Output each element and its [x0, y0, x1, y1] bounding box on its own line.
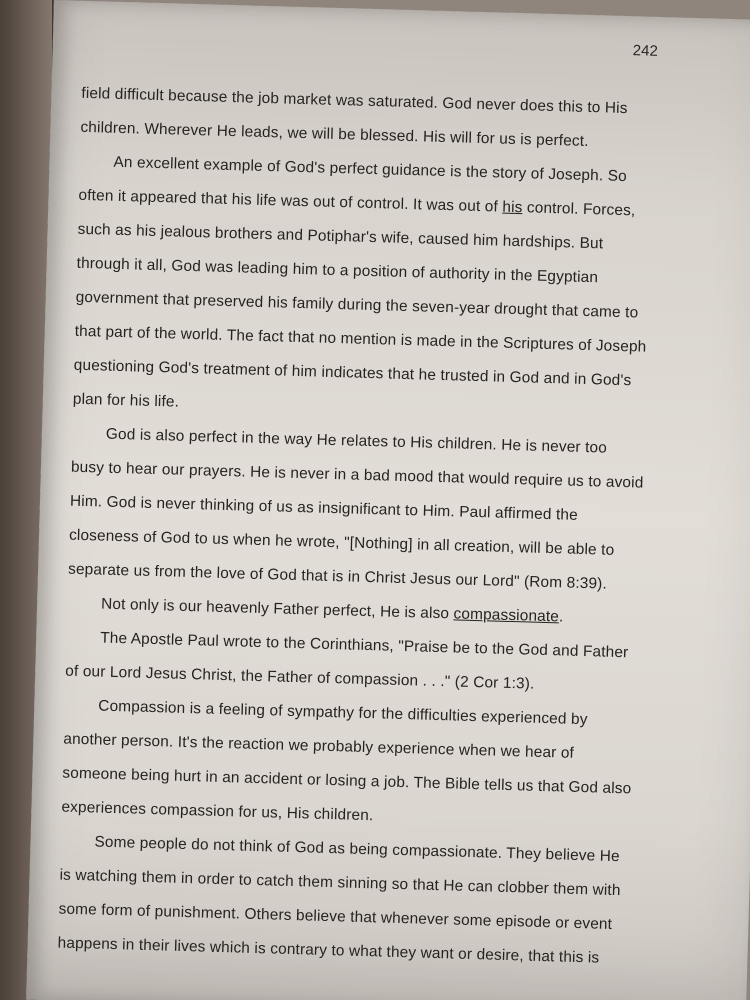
text-line: children. Wherever He leads, we will be blessed. His will for us is perfect. [80, 118, 589, 150]
page-number: 242 [632, 42, 659, 60]
text-line: some form of punishment. Others believe that whenever some episode or event [58, 900, 613, 933]
text-segment: Not only is our heavenly Father perfect, He is also [100, 595, 454, 623]
text-line: government that preserved his family during the seven-year drought that came to [75, 288, 639, 322]
text-segment: . [558, 608, 564, 626]
text-line: questioning God's treatment of him indicates that he trusted in God and in God's [73, 356, 632, 390]
text-line: closeness of God to us when he wrote, "[Nothing] in all creation, will be able to [68, 526, 615, 559]
underlined-word: compassionate [453, 605, 560, 626]
text-line: plan for his life. [72, 390, 180, 411]
text-line: someone being hurt in an accident or losing a job. The Bible tells us that God also [62, 764, 632, 798]
underlined-word: his [502, 198, 523, 217]
text-line: busy to hear our prayers. He is never in a bad mood that would require us to avoid [70, 458, 644, 492]
text-line: Compassion is a feeling of sympathy for the difficulties experienced by [98, 697, 588, 729]
text-line: of our Lord Jesus Christ, the Father of compassion . . ." (2 Cor 1:3). [65, 662, 535, 693]
text-line: through it all, God was leading him to a position of authority in the Egyptian [76, 254, 599, 287]
text-line: field difficult because the job market was saturated. God never does this to His [81, 84, 628, 118]
text-line: separate us from the love of God that is in Christ Jesus our Lord" (Rom 8:39). [67, 560, 608, 593]
text-line: experiences compassion for us, His children. [61, 798, 374, 825]
text-line: is watching them in order to catch them sinning so that He can clobber them with [59, 866, 621, 900]
text-line: Some people do not think of God as being compassionate. They believe He [94, 833, 620, 866]
text-line: that part of the world. The fact that no mention is made in the Scriptures of Joseph [74, 322, 647, 356]
body-text [57, 77, 661, 977]
book-page [26, 0, 750, 1000]
text-segment: often it appeared that his life was out of control. It was out of [78, 186, 503, 216]
text-line: The Apostle Paul wrote to the Corinthians, "Praise be to the God and Father [99, 629, 629, 662]
text-segment: control. Forces, [522, 199, 636, 220]
text-line: such as his jealous brothers and Potiphar's wife, caused him hardships. But [77, 220, 604, 253]
text-line: happens in their lives which is contrary to what they want or desire, that this is [57, 934, 600, 967]
text-line: another person. It's the reaction we probably experience when we hear of [63, 730, 575, 762]
text-line: An excellent example of God's perfect guidance is the story of Joseph. So [113, 153, 628, 186]
text-line: Him. God is never thinking of us as insignificant to Him. Paul affirmed the [69, 492, 579, 524]
text-line: God is also perfect in the way He relates to His children. He is never too [105, 425, 608, 457]
